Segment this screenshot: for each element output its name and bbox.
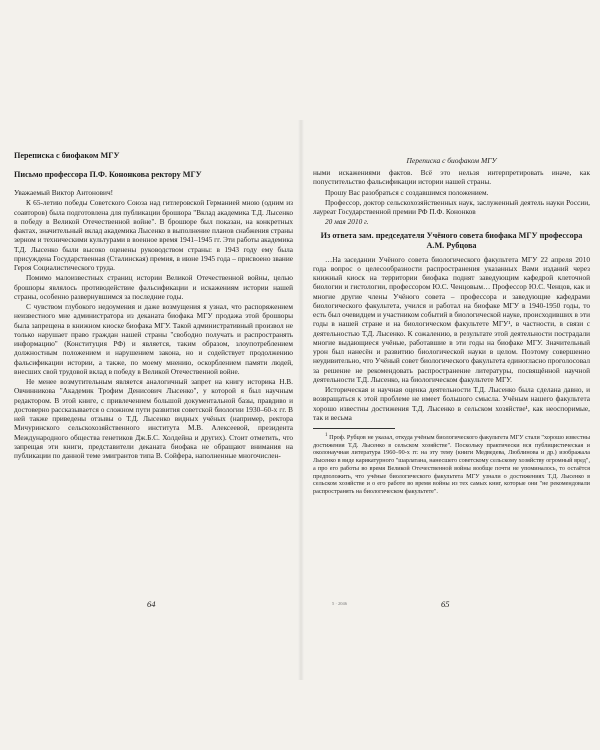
paragraph: Помимо малоизвестных страниц истории Великой Отечественной войны, целью брошюры являлось противодействие фальсификации и искажениям истории нашей страны, особенно развернувшимся за последние годы. — [14, 273, 293, 301]
salutation: Уважаемый Виктор Антонович! — [14, 188, 114, 197]
page-number-left: 64 — [147, 599, 156, 609]
footnote-mark: 1 — [325, 433, 328, 438]
request-text: Прошу Вас разобраться с создавшимся положением. — [325, 187, 489, 197]
paragraph: Не менее возмутительным является аналогичный запрет на книгу историка Н.В. Овчинникова "Академик Трофим Денисович Лысенко", у которой я был научным редактором. В этой книге, с привлечением большой документальной базы, правдиво и достоверно рассказывается о сложном пути развития советской биологии 1930–60-х гг. В ней также приведены отзывы о Т.Д. Лысенко видных учёных (например, ректора Мичуринского сельскохозяйственного института М.В. Алексеевой, президента Международного общества генетиков Дж.Б.С. Холдейна и других). Стоит отметить, что запрещая эти книги, представители деканата биофака не обращают внимания на публикации по данной теме эмигрантов типа В. Сойфера, наполненные многочислен- — [14, 377, 293, 460]
footnote — [313, 432, 590, 496]
left-page — [14, 150, 293, 461]
paragraph: С чувством глубокого недоумения и даже возмущения я узнал, что распоряжением неизвестного мне администратора из деканата биофака МГУ продажа этой брошюры была запрещена в книжном киоске биофака МГУ. Такой административный произвол не только нарушает право граждан нашей страны "свободно получать и распространять информацию" (Конституция РФ) и является, таким образом, злоупотреблением должностным положением и нарушением закона, но и содействует продолжению фальсификации истории, а также, по моему мнению, оскорблением памяти людей, внесших свой трудовой вклад в победу в Великой Отечественной войне. — [14, 302, 293, 376]
reply-paragraph: …На заседании Учёного совета биологического факультета МГУ 22 апреля 2010 года вопрос о целесообразности распространения указанных Вами изданий через книжный киоск на территории биофака поднят заведующим кафедрой клеточной биологии и гистологии, профессором Ю.С. Ченцовым… Профессор Ю.С. Ченцов, как и многие другие члены Учёного совета – профессора и заведующие кафедрами биологического факультета, учился и работал на биофаке МГУ в 1940-1950 годы, то есть был очевидцем и участником событий в биологической науке, происходивших в эти годы в нашей стране и на биологическом факультете МГУ¹, в частности, в связи с деятельностью Т.Д. Лысенко. К сожалению, в результате этой деятельности пострадали многие выдающиеся учёные, работавшие в эти годы на биофаке МГУ. Значительный урон был нанесён и развитию биологической науки в целом. Поэтому совершенно неудивительно, что Учёный совет биологического факультета единогласно проголосовал за решение не рекомендовать распространение литературы, посвящённой научной деятельности Т.Д. Лысенко, на биологическом факультете МГУ. — [313, 254, 590, 384]
reply-title: Из ответа зам. председателя Учёного совета биофака МГУ профессора А.М. Рубцова — [320, 230, 583, 250]
header-spacer — [313, 157, 590, 168]
running-header: Переписка с биофаком МГУ — [406, 156, 497, 165]
printer-signature-mark: 5 · 2046 — [332, 601, 347, 606]
signature: Профессор, доктор сельскохозяйственных наук, заслуженный деятель науки России, лауреат Государственной премии РФ П.Ф. Кононков — [313, 197, 590, 216]
right-page — [313, 157, 590, 497]
footnote-rule — [313, 428, 395, 429]
page-number-right: 65 — [441, 599, 450, 609]
reply-paragraph: Историческая и научная оценка деятельности Т.Д. Лысенко была сделана давно, и возвращаться к этой проблеме не имеет большого смысла. Учёным нашего факультета хорошо известны достижения Т.Д. Лысенко в сельском хозяйстве¹, как неоспоримые, так и весьма — [313, 385, 590, 422]
paragraph: К 65-летию победы Советского Союза над гитлеровской Германией мною (одним из соавторов) была подготовлена для публикации брошюра "Вклад академика Т.Д. Лысенко в победу в Великой Отечественной войне". В брошюре был показан, на конкретных фактах, значительный вклад академика Лысенко в выполнение планов снабжения страны зерном и техническими культурами в военное время 1941–1945 гг. Эти работы академика Т.Д. Лысенко были высоко оценены руководством страны: в 1943 году ему была присуждена Государственная (Сталинская) премия, в июне 1945 года – присвоено звание Героя Социалистического труда. — [14, 198, 293, 272]
continuation-text: ными искажениями фактов. Всё это нельзя интерпретировать иначе, как попустительство фальсификации истории нашей страны. — [313, 168, 590, 187]
letter-title: Письмо профессора П.Ф. Кононкова ректору МГУ — [14, 170, 202, 179]
book-spine — [298, 120, 304, 680]
footnote-text: Проф. Рубцов не указал, откуда учёным биологического факультета МГУ стали "хорошо известны достижения Т.Д. Лысенко в сельском хозяйстве". Поскольку практически вся публицистическая и околонаучная литература 1960–90-х гг. на эту тему (книги Медведева, Люблинова и др.) изображала Лысенко в виде карикатурного "шарлатана, нанесшего советскому сельскому хозяйству огромный вред", а про его работы во время Великой Отечественной войны вообще почти не упоминалось, то остаётся предположить, что учёные биологического факультета МГУ узнали о достижениях Т.Д. Лысенко в сельском хозяйстве и о его работе во время войны из тех самых книг, которые они "не рекомендовали распространять на биологическом факультете". — [313, 434, 591, 495]
letter-date: 20 мая 2010 г. — [325, 217, 369, 227]
section-title: Переписка с биофаком МГУ — [14, 151, 120, 160]
